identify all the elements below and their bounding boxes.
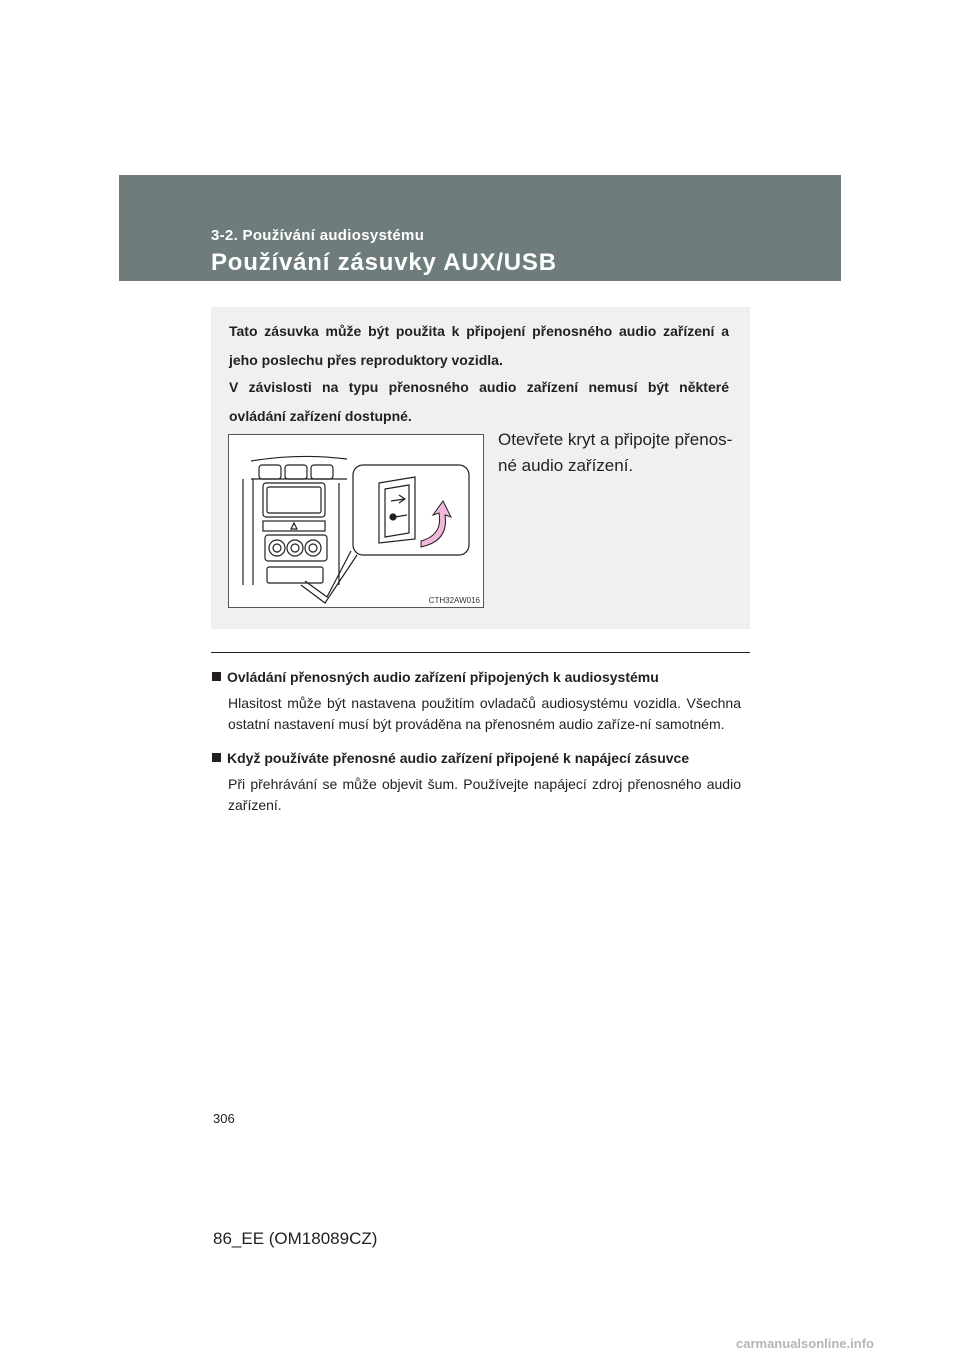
section-header <box>119 175 841 281</box>
bullet-square-icon <box>212 753 221 762</box>
note-heading-text: Když používáte přenosné audio zařízení připojené k napájecí zásuvce <box>227 750 690 766</box>
note-item <box>211 748 741 816</box>
note-heading-text: Ovládání přenosných audio zařízení připojených k audiosystému <box>227 669 659 685</box>
usb-socket-illustration <box>228 434 484 608</box>
note-heading <box>211 667 741 687</box>
document-code: 86_EE (OM18089CZ) <box>213 1229 378 1248</box>
note-body: Při přehrávání se může objevit šum. Používejte napájecí zdroj přenosného audio zařízení. <box>228 776 741 813</box>
intro-paragraph-1: Tato zásuvka může být použita k připojení přenosného audio zařízení a jeho poslechu přes reproduktory vozidla. <box>229 323 729 368</box>
note-heading <box>211 748 741 768</box>
intro-box <box>211 307 750 629</box>
open-cover-arrow <box>421 501 451 547</box>
bullet-square-icon <box>212 672 221 681</box>
section-divider <box>211 652 750 653</box>
page-number: 306 <box>213 1111 235 1126</box>
note-item <box>211 667 741 735</box>
watermark: carmanualsonline.info <box>736 1336 874 1351</box>
section-label: 3-2. Používání audiosystému <box>211 227 425 244</box>
figure-caption: Otevřete kryt a připojte přenos-né audio zařízení. <box>498 430 733 475</box>
page-title: Používání zásuvky AUX/USB <box>211 249 557 276</box>
dashboard-drawing <box>229 435 483 607</box>
note-body: Hlasitost může být nastavena použitím ovladačů audiosystému vozidla. Všechna ostatní nastavení musí být prováděna na přenosném audio zaříze-ní samotném. <box>228 695 741 732</box>
intro-paragraph-2: V závislosti na typu přenosného audio zařízení nemusí být některé ovládání zařízení dostupné. <box>229 379 729 424</box>
figure-code: CTH32AW016 <box>428 596 480 605</box>
notes-list <box>211 667 741 829</box>
